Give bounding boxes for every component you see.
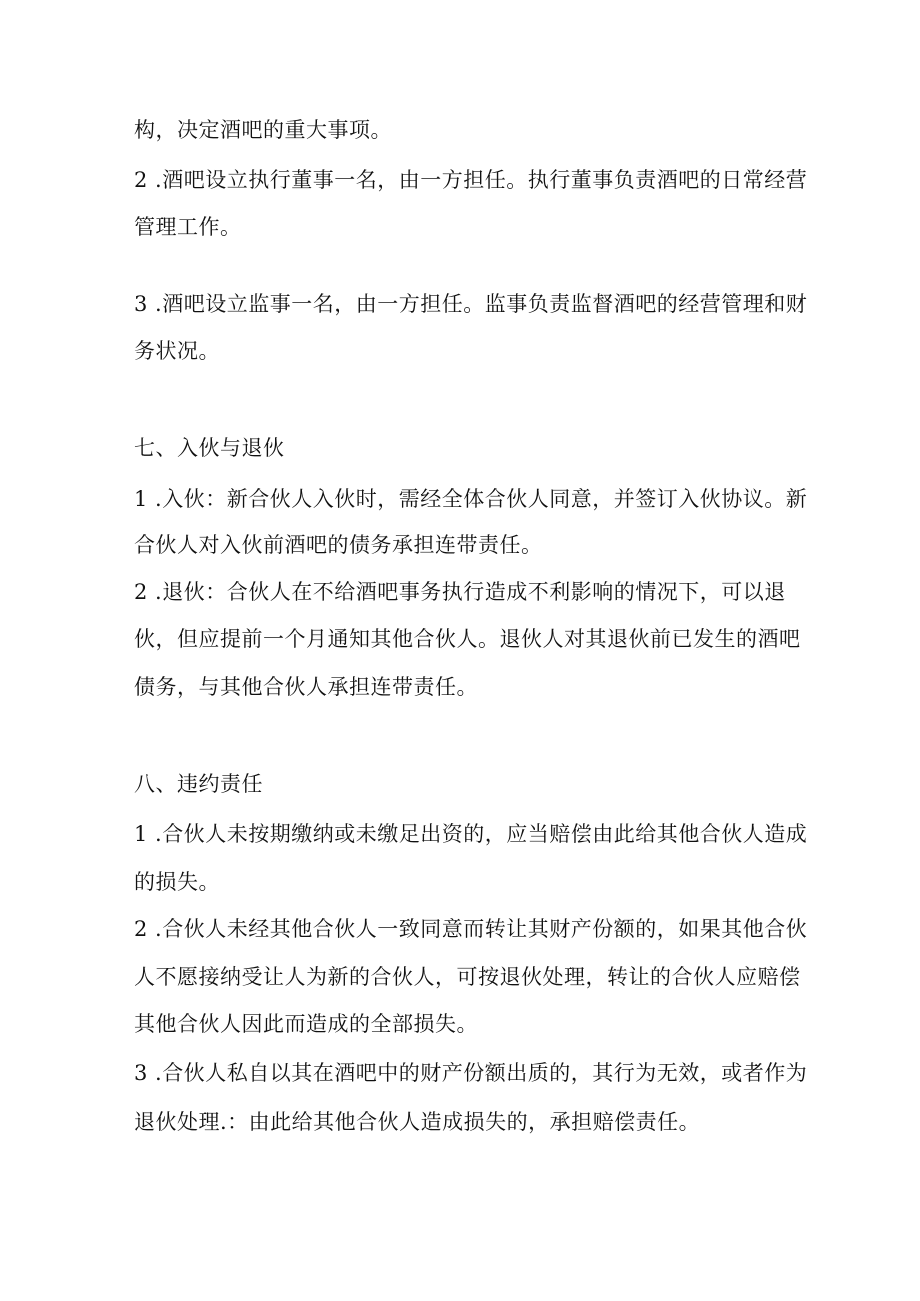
join-clause-line-2: 合伙人对入伙前酒吧的债务承担连带责任。 — [134, 533, 543, 557]
breach-clause-3-line-1: 3 .合伙人私自以其在酒吧中的财产份额出质的，其行为无效，或者作为 — [134, 1061, 808, 1085]
breach-clause-2-line-3: 其他合伙人因此而造成的全部损失。 — [134, 1012, 478, 1036]
section-heading-7: 七、入伙与退伙 — [134, 436, 285, 460]
withdraw-clause-line-3: 债务，与其他合伙人承担连带责任。 — [134, 675, 478, 699]
text-line: 构，决定酒吧的重大事项。 — [134, 118, 392, 142]
breach-clause-2-line-2: 人不愿接纳受让人为新的合伙人，可按退伙处理，转让的合伙人应赔偿 — [134, 965, 801, 989]
clause-2-line-1: 2 .酒吧设立执行董事一名，由一方担任。执行董事负责酒吧的日常经营 — [134, 168, 808, 192]
withdraw-clause-line-2: 伙，但应提前一个月通知其他合伙人。退伙人对其退伙前已发生的酒吧 — [134, 627, 801, 651]
breach-clause-1-line-1: 1 .合伙人未按期缴纳或未缴足出资的，应当赔偿由此给其他合伙人造成 — [134, 822, 808, 846]
breach-clause-3-line-2: 退伙处理.：由此给其他合伙人造成损失的，承担赔偿责任。 — [134, 1110, 701, 1134]
withdraw-clause-line-1: 2 .退伙：合伙人在不给酒吧事务执行造成不利影响的情况下，可以退 — [134, 580, 786, 604]
breach-clause-1-line-2: 的损失。 — [134, 870, 220, 894]
clause-3-line-2: 务状况。 — [134, 339, 220, 363]
section-heading-8: 八、违约责任 — [134, 772, 263, 796]
breach-clause-2-line-1: 2 .合伙人未经其他合伙人一致同意而转让其财产份额的，如果其他合伙 — [134, 917, 808, 941]
clause-3-line-1: 3 .酒吧设立监事一名，由一方担任。监事负责监督酒吧的经营管理和财 — [134, 292, 808, 316]
clause-2-line-2: 管理工作。 — [134, 215, 242, 239]
join-clause-line-1: 1 .入伙：新合伙人入伙时，需经全体合伙人同意，并签订入伙协议。新 — [134, 487, 808, 511]
